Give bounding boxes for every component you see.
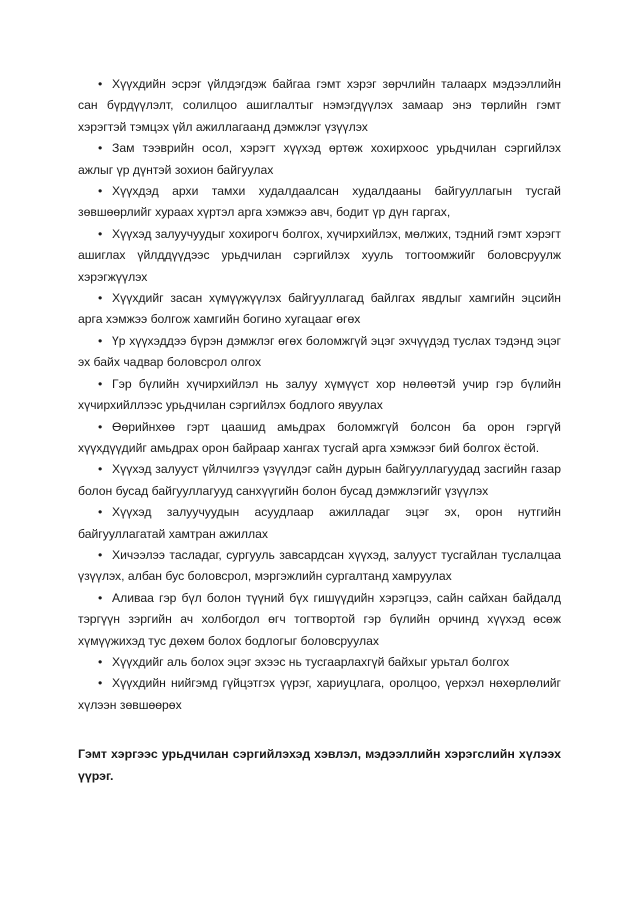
list-item-text: Аливаа гэр бүл болон түүний бүх гишүүдийн хэрэгцээ, сайн сайхан байдалд тэргүүн зэргийн ач холбогдол өгч тогтвортой гэр бүлийн орчинд хүүхэд өсөж хүмүүжихэд тус дөхөм болох бодлогыг боловсруулах	[78, 590, 561, 648]
bullet-list	[78, 74, 561, 716]
list-item	[78, 181, 561, 224]
list-item	[78, 138, 561, 181]
list-item-text: Хүүхдийн эсрэг үйлдэгдэж байгаа гэмт хэрэг зөрчлийн талаарх мэдээллийн сан бүрдүүлэлт, солилцоо ашиглалтыг нэмэгдүүлэх замаар энэ төрлийн гэмт хэрэгтэй тэмцэх үйл ажиллагаанд дэмжлэг үзүүлэх	[78, 77, 561, 134]
bullet-icon: •	[98, 676, 103, 691]
list-item-text: Хүүхэд залуучуудыг хохирогч болгох, хүчирхийлэх, мөлжих, тэдний гэмт хэрэгт ашиглах үйлддүүдээс урьдчилан сэргийлэх хууль тогтоомжийг боловсруулж хэрэгжүүлэх	[78, 226, 561, 284]
list-item-text: Зам тээврийн осол, хэрэгт хүүхэд өртөж хохирхоос урьдчилан сэргийлэх ажлыг үр дүнтэй зохион байгуулах	[78, 141, 561, 177]
list-item	[78, 374, 561, 417]
list-item-text: Хүүхдэд архи тамхи худалдаалсан худалдааны байгууллагын тусгай зөвшөөрлийг хураах хүртэл арга хэмжээ авч, бодит үр дүн гаргах,	[78, 184, 561, 220]
bullet-icon: •	[98, 462, 103, 477]
bullet-icon: •	[98, 291, 103, 306]
section-heading: Гэмт хэргээс урьдчилан сэргийлэхэд хэвлэл, мэдээллийн хэрэгслийн хүлээх үүрэг.	[78, 747, 561, 784]
list-item	[78, 545, 561, 588]
list-item-text: Хүүхдийг аль болох эцэг эхээс нь тусгаарлахгүй байхыг урьтал болгох	[112, 654, 510, 669]
bullet-icon: •	[98, 333, 103, 348]
list-item	[78, 459, 561, 502]
bullet-icon: •	[98, 505, 103, 520]
bullet-icon: •	[98, 77, 103, 91]
bullet-icon: •	[98, 376, 103, 391]
list-item	[78, 417, 561, 460]
bullet-icon: •	[98, 654, 103, 669]
list-item	[78, 673, 561, 716]
list-item-text: Хүүхэд залуучуудын асуудлаар ажилладаг эцэг эх, орон нутгийн байгууллагатай хамтран ажиллах	[78, 505, 561, 541]
list-item	[78, 652, 561, 673]
list-item-text: Хичээлээ тасладаг, сургууль завсардсан хүүхэд, залууст тусгайлан туслалцаа үзүүлэх, албан бус боловсрол, мэргэжлийн сургалтанд хамруулах	[78, 547, 561, 584]
bullet-icon: •	[98, 590, 103, 605]
list-item-text: Хүүхэд залууст үйлчилгээ үзүүлдэг сайн дурын байгууллагуудад засгийн газар болон бусад байгууллагууд санхүүгийн болон бусад дэмжлэгийг үзүүлэх	[78, 462, 561, 498]
bullet-icon: •	[98, 141, 103, 156]
bullet-icon: •	[98, 226, 103, 241]
list-item	[78, 331, 561, 374]
list-item	[78, 588, 561, 652]
bullet-icon: •	[98, 419, 103, 434]
list-item-text: Хүүхдийн нийгэмд гүйцэтгэх үүрэг, хариуцлага, оролцоо, үерхэл нөхөрлөлийг хүлээн зөвшөөрөх	[78, 676, 561, 712]
bullet-icon: •	[98, 184, 103, 199]
document-page	[78, 74, 561, 787]
list-item-text: Өөрийнхөө гэрт цаашид амьдрах боломжгүй болсон ба орон гэргүй хүүхдүүдийг амьдрах орон байраар хангах тусгай арга хэмжээг бий болгох ёстой.	[78, 419, 561, 455]
list-item-text: Гэр бүлийн хүчирхийлэл нь залуу хүмүүст хор нөлөөтэй учир гэр бүлийн хүчирхийллээс урьдчилан сэргийлэх бодлого явуулах	[78, 376, 561, 413]
list-item-text: Үр хүүхэддээ бүрэн дэмжлэг өгөх боломжгүй эцэг эхчүүдэд туслах тэдэнд эцэг эх байх чадвар боловсрол олгох	[78, 333, 561, 370]
list-item	[78, 502, 561, 545]
bullet-icon: •	[98, 547, 103, 562]
list-item-text: Хүүхдийг засан хүмүүжүүлэх байгууллагад байлгах явдлыг хамгийн эцсийн арга хэмжээ болгож хамгийн богино хугацааг өгөх	[78, 291, 561, 327]
list-item	[78, 74, 561, 138]
list-item	[78, 224, 561, 288]
list-item	[78, 288, 561, 331]
